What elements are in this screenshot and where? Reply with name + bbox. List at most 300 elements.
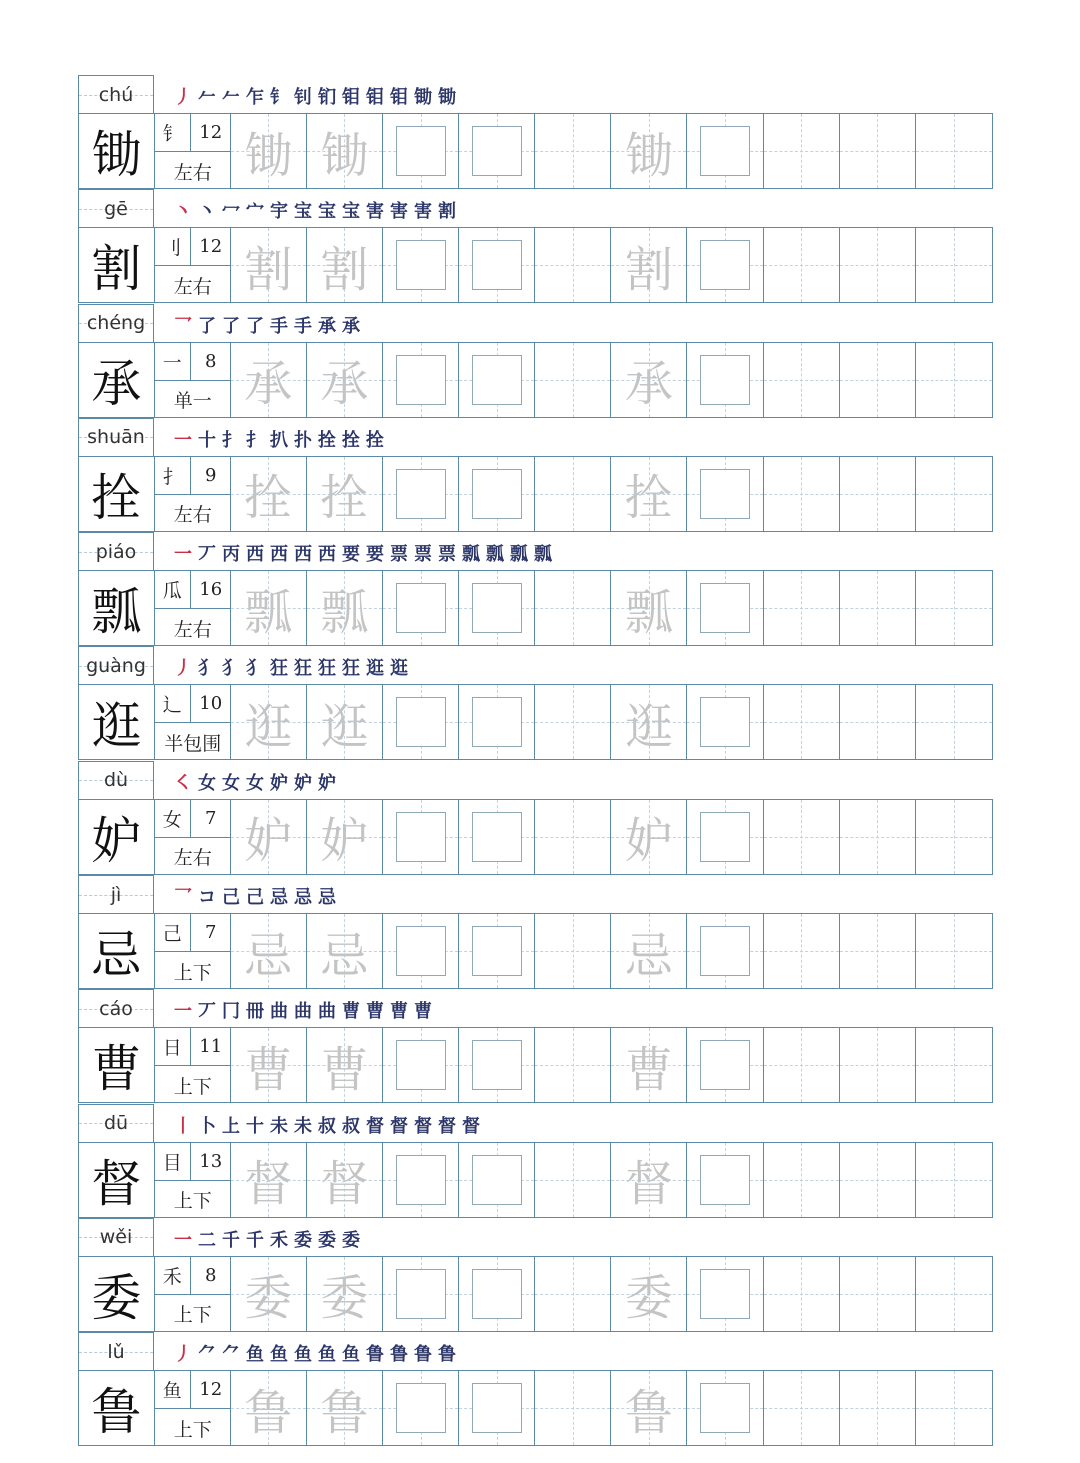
practice-cell[interactable] <box>535 1143 611 1217</box>
inner-practice-box <box>700 812 750 862</box>
boxed-practice-cell[interactable] <box>383 1028 459 1102</box>
practice-cell[interactable] <box>840 800 916 874</box>
practice-cell[interactable] <box>916 114 992 188</box>
inner-practice-box <box>396 1155 446 1205</box>
practice-grid-row <box>78 799 993 875</box>
trace-cell[interactable] <box>611 571 687 645</box>
trace-cell[interactable] <box>307 571 383 645</box>
trace-cell[interactable] <box>307 1371 383 1445</box>
boxed-practice-cell[interactable] <box>687 457 763 531</box>
practice-cell[interactable] <box>535 800 611 874</box>
stroke-step: 一 <box>174 1229 192 1251</box>
practice-cell[interactable] <box>840 1028 916 1102</box>
stroke-count: 16 <box>191 571 231 609</box>
stroke-step: 扌 <box>246 429 264 451</box>
practice-cell[interactable] <box>535 1257 611 1331</box>
stroke-count: 7 <box>191 914 231 952</box>
model-character: 督 <box>79 1143 155 1217</box>
stroke-step: 丙 <box>222 544 240 566</box>
stroke-step: ㇛ <box>174 772 192 794</box>
practice-cell[interactable] <box>764 685 840 759</box>
practice-cell[interactable] <box>916 1143 992 1217</box>
trace-cell[interactable] <box>611 1371 687 1445</box>
inner-practice-box <box>700 469 750 519</box>
trace-cell[interactable] <box>611 800 687 874</box>
character-entry <box>78 1332 993 1446</box>
trace-cell[interactable] <box>611 114 687 188</box>
stroke-step: 冂 <box>222 1001 240 1023</box>
trace-cell[interactable] <box>611 1028 687 1102</box>
inner-practice-box <box>472 1383 522 1433</box>
stroke-step: 鲁 <box>390 1344 408 1366</box>
stroke-step: 扒 <box>270 429 288 451</box>
stroke-step: 狂 <box>270 658 288 680</box>
practice-cell[interactable] <box>535 114 611 188</box>
stroke-step: 狂 <box>294 658 312 680</box>
boxed-practice-cell[interactable] <box>459 228 535 302</box>
practice-cell[interactable] <box>535 343 611 417</box>
stroke-step: 曲 <box>318 1001 336 1023</box>
stroke-step: 扑 <box>294 429 312 451</box>
practice-cell[interactable] <box>840 685 916 759</box>
trace-cell[interactable] <box>307 114 383 188</box>
practice-cell[interactable] <box>840 228 916 302</box>
trace-character: 割 <box>624 241 673 298</box>
practice-cell[interactable] <box>764 1143 840 1217</box>
boxed-practice-cell[interactable] <box>459 1143 535 1217</box>
stroke-step: ⺈ <box>222 1344 240 1366</box>
trace-cell[interactable] <box>231 343 307 417</box>
inner-practice-box <box>396 812 446 862</box>
trace-character: 忌 <box>320 927 369 984</box>
model-character: 鲁 <box>79 1371 155 1445</box>
trace-cell[interactable] <box>231 1028 307 1102</box>
pinyin-label: cáo <box>99 997 133 1020</box>
stroke-order-sequence <box>174 193 456 227</box>
radical-label: 己 <box>155 914 191 952</box>
boxed-practice-cell[interactable] <box>687 343 763 417</box>
practice-grid-row <box>78 1256 993 1332</box>
stroke-step: 未 <box>270 1115 288 1137</box>
stroke-count: 13 <box>191 1143 231 1181</box>
boxed-practice-cell[interactable] <box>687 800 763 874</box>
trace-character: 委 <box>624 1270 673 1327</box>
trace-cell[interactable] <box>307 800 383 874</box>
stroke-order-sequence <box>174 879 336 913</box>
stroke-step: 督 <box>414 1115 432 1137</box>
character-info <box>155 1143 231 1217</box>
practice-cell[interactable] <box>916 1257 992 1331</box>
stroke-step: 犭 <box>198 658 216 680</box>
boxed-practice-cell[interactable] <box>459 571 535 645</box>
inner-practice-box <box>396 1383 446 1433</box>
boxed-practice-cell[interactable] <box>383 457 459 531</box>
stroke-order-sequence <box>174 1108 480 1142</box>
stroke-step: 女 <box>198 772 216 794</box>
stroke-step: 西 <box>318 544 336 566</box>
stroke-step: 害 <box>366 201 384 223</box>
trace-cell[interactable] <box>307 1257 383 1331</box>
practice-cell[interactable] <box>764 343 840 417</box>
stroke-count: 12 <box>191 1371 231 1409</box>
practice-cell[interactable] <box>840 1143 916 1217</box>
trace-cell[interactable] <box>307 343 383 417</box>
stroke-step: 钼 <box>390 87 408 108</box>
practice-cell[interactable] <box>916 685 992 759</box>
practice-cell[interactable] <box>764 457 840 531</box>
character-info <box>155 1371 231 1445</box>
trace-cell[interactable] <box>307 228 383 302</box>
stroke-order-sequence <box>174 1336 456 1370</box>
stroke-step: 忌 <box>318 887 336 909</box>
stroke-count: 12 <box>191 228 231 266</box>
character-info <box>155 800 231 874</box>
trace-cell[interactable] <box>231 914 307 988</box>
trace-cell[interactable] <box>307 1143 383 1217</box>
character-entry <box>78 304 993 418</box>
stroke-step: 狂 <box>318 658 336 680</box>
model-character: 妒 <box>79 800 155 874</box>
stroke-step: 禾 <box>270 1229 288 1251</box>
trace-character: 逛 <box>244 698 293 755</box>
boxed-practice-cell[interactable] <box>383 228 459 302</box>
stroke-step: 一 <box>174 1001 192 1023</box>
stroke-step: 妒 <box>318 772 336 794</box>
model-character: 忌 <box>79 914 155 988</box>
boxed-practice-cell[interactable] <box>687 571 763 645</box>
boxed-practice-cell[interactable] <box>383 1371 459 1445</box>
trace-cell[interactable] <box>231 228 307 302</box>
stroke-step: 丶 <box>174 201 192 223</box>
practice-grid-row <box>78 342 993 418</box>
stroke-step: 锄 <box>414 87 432 108</box>
stroke-step: 乛 <box>174 315 192 337</box>
inner-practice-box <box>700 583 750 633</box>
practice-grid-row <box>78 1027 993 1103</box>
pinyin-label: chéng <box>86 312 146 335</box>
character-info <box>155 571 231 645</box>
trace-cell[interactable] <box>231 114 307 188</box>
practice-grid-row <box>78 1142 993 1218</box>
practice-cell[interactable] <box>535 914 611 988</box>
stroke-step: 曹 <box>366 1001 384 1023</box>
practice-cell[interactable] <box>764 1371 840 1445</box>
boxed-practice-cell[interactable] <box>459 343 535 417</box>
model-character: 逛 <box>79 685 155 759</box>
inner-practice-box <box>472 697 522 747</box>
practice-cell[interactable] <box>916 457 992 531</box>
boxed-practice-cell[interactable] <box>687 685 763 759</box>
practice-cell[interactable] <box>916 343 992 417</box>
practice-cell[interactable] <box>535 457 611 531</box>
practice-cell[interactable] <box>764 800 840 874</box>
inner-practice-box <box>396 1269 446 1319</box>
stroke-step: 丆 <box>198 544 216 566</box>
practice-cell[interactable] <box>916 1371 992 1445</box>
trace-character: 逛 <box>624 698 673 755</box>
trace-character: 委 <box>244 1270 293 1327</box>
stroke-step: 委 <box>318 1229 336 1251</box>
boxed-practice-cell[interactable] <box>383 914 459 988</box>
practice-grid-row <box>78 227 993 303</box>
trace-cell[interactable] <box>611 228 687 302</box>
character-entry <box>78 875 993 989</box>
trace-character: 逛 <box>320 698 369 755</box>
trace-cell[interactable] <box>231 1143 307 1217</box>
radical-label: 鱼 <box>155 1371 191 1409</box>
practice-cell[interactable] <box>535 571 611 645</box>
inner-practice-box <box>396 240 446 290</box>
boxed-practice-cell[interactable] <box>383 800 459 874</box>
character-entry <box>78 1218 993 1332</box>
inner-practice-box <box>700 1383 750 1433</box>
character-info <box>155 1028 231 1102</box>
model-character: 锄 <box>79 114 155 188</box>
stroke-count: 10 <box>191 685 231 723</box>
practice-cell[interactable] <box>535 1371 611 1445</box>
boxed-practice-cell[interactable] <box>687 1257 763 1331</box>
stroke-order-sequence <box>174 765 336 799</box>
trace-cell[interactable] <box>231 571 307 645</box>
trace-character: 曹 <box>624 1041 673 1098</box>
boxed-practice-cell[interactable] <box>383 571 459 645</box>
trace-cell[interactable] <box>307 457 383 531</box>
boxed-practice-cell[interactable] <box>459 457 535 531</box>
stroke-step: 了 <box>246 315 264 337</box>
practice-cell[interactable] <box>916 571 992 645</box>
practice-cell[interactable] <box>840 114 916 188</box>
radical-label: 刂 <box>155 228 191 266</box>
practice-cell[interactable] <box>916 1028 992 1102</box>
trace-cell[interactable] <box>611 1257 687 1331</box>
pinyin-label: gē <box>104 197 128 220</box>
radical-label: 禾 <box>155 1257 191 1295</box>
stroke-step: 丨 <box>174 1115 192 1137</box>
trace-cell[interactable] <box>307 1028 383 1102</box>
stroke-step: 曹 <box>414 1001 432 1023</box>
pinyin-cell <box>78 304 154 342</box>
inner-practice-box <box>472 240 522 290</box>
boxed-practice-cell[interactable] <box>687 114 763 188</box>
practice-cell[interactable] <box>764 1028 840 1102</box>
stroke-step: 瓢 <box>510 544 528 566</box>
stroke-count: 7 <box>191 800 231 838</box>
practice-cell[interactable] <box>916 228 992 302</box>
stroke-count: 11 <box>191 1028 231 1066</box>
trace-cell[interactable] <box>307 685 383 759</box>
pinyin-cell <box>78 761 154 799</box>
stroke-step: 钼 <box>342 87 360 108</box>
boxed-practice-cell[interactable] <box>383 114 459 188</box>
practice-cell[interactable] <box>840 343 916 417</box>
inner-practice-box <box>472 583 522 633</box>
stroke-step: 督 <box>462 1115 480 1137</box>
trace-character: 承 <box>244 356 293 413</box>
stroke-step: 钔 <box>318 87 336 108</box>
trace-cell[interactable] <box>611 343 687 417</box>
trace-cell[interactable] <box>307 914 383 988</box>
boxed-practice-cell[interactable] <box>459 914 535 988</box>
practice-cell[interactable] <box>535 1028 611 1102</box>
trace-cell[interactable] <box>231 457 307 531</box>
character-entry <box>78 1104 993 1218</box>
trace-character: 承 <box>320 356 369 413</box>
practice-cell[interactable] <box>840 914 916 988</box>
stroke-step: 拴 <box>318 429 336 451</box>
stroke-step: 票 <box>438 544 456 566</box>
pinyin-label: jì <box>110 883 122 906</box>
stroke-order-sequence <box>174 993 432 1027</box>
stroke-step: 冖 <box>222 201 240 223</box>
stroke-step: 乛 <box>174 887 192 909</box>
stroke-step: 鲁 <box>366 1344 384 1366</box>
practice-cell[interactable] <box>916 914 992 988</box>
practice-cell[interactable] <box>840 1257 916 1331</box>
inner-practice-box <box>472 469 522 519</box>
character-info <box>155 685 231 759</box>
character-info <box>155 1257 231 1331</box>
stroke-step: 鱼 <box>342 1344 360 1366</box>
trace-cell[interactable] <box>231 685 307 759</box>
stroke-step: 鲁 <box>438 1344 456 1366</box>
character-entry <box>78 761 993 875</box>
stroke-step: 𠂉 <box>198 87 216 108</box>
inner-practice-box <box>472 1269 522 1319</box>
trace-character: 曹 <box>320 1041 369 1098</box>
trace-character: 拴 <box>320 470 369 527</box>
practice-cell[interactable] <box>840 1371 916 1445</box>
stroke-step: 己 <box>246 887 264 909</box>
stroke-step: 曲 <box>294 1001 312 1023</box>
stroke-step: 钼 <box>366 87 384 108</box>
model-character: 瓢 <box>79 571 155 645</box>
stroke-step: 督 <box>390 1115 408 1137</box>
boxed-practice-cell[interactable] <box>687 1143 763 1217</box>
practice-cell[interactable] <box>764 1257 840 1331</box>
structure-label: 左右 <box>173 275 212 298</box>
structure-label: 上下 <box>173 1190 212 1213</box>
trace-cell[interactable] <box>231 1257 307 1331</box>
inner-practice-box <box>396 583 446 633</box>
pinyin-cell <box>78 989 154 1027</box>
pinyin-label: dū <box>103 1112 129 1135</box>
boxed-practice-cell[interactable] <box>459 1371 535 1445</box>
stroke-step: 卜 <box>198 1115 216 1137</box>
inner-practice-box <box>396 126 446 176</box>
boxed-practice-cell[interactable] <box>687 1028 763 1102</box>
inner-practice-box <box>700 240 750 290</box>
trace-cell[interactable] <box>611 685 687 759</box>
stroke-step: 妒 <box>270 772 288 794</box>
practice-cell[interactable] <box>916 800 992 874</box>
stroke-step: 拴 <box>366 429 384 451</box>
trace-character: 承 <box>624 356 673 413</box>
stroke-step: 叔 <box>342 1115 360 1137</box>
trace-cell[interactable] <box>231 1371 307 1445</box>
character-entry <box>78 989 993 1103</box>
boxed-practice-cell[interactable] <box>383 1257 459 1331</box>
stroke-step: 钊 <box>294 87 312 108</box>
stroke-step: 害 <box>414 201 432 223</box>
structure-label: 单一 <box>173 390 212 413</box>
pinyin-cell <box>78 646 154 684</box>
boxed-practice-cell[interactable] <box>687 228 763 302</box>
inner-practice-box <box>700 126 750 176</box>
pinyin-label: dù <box>103 769 129 792</box>
pinyin-cell <box>78 532 154 570</box>
inner-practice-box <box>396 469 446 519</box>
stroke-step: 手 <box>270 315 288 337</box>
stroke-step: 督 <box>366 1115 384 1137</box>
stroke-count: 12 <box>191 114 231 152</box>
trace-cell[interactable] <box>611 457 687 531</box>
practice-cell[interactable] <box>764 914 840 988</box>
stroke-step: 西 <box>270 544 288 566</box>
boxed-practice-cell[interactable] <box>383 1143 459 1217</box>
character-info <box>155 228 231 302</box>
practice-cell[interactable] <box>535 685 611 759</box>
boxed-practice-cell[interactable] <box>687 1371 763 1445</box>
boxed-practice-cell[interactable] <box>459 1028 535 1102</box>
pinyin-cell <box>78 75 154 113</box>
stroke-step: 宝 <box>294 201 312 223</box>
character-info <box>155 914 231 988</box>
trace-cell[interactable] <box>611 914 687 988</box>
trace-cell[interactable] <box>231 800 307 874</box>
practice-cell[interactable] <box>764 228 840 302</box>
boxed-practice-cell[interactable] <box>383 343 459 417</box>
practice-cell[interactable] <box>535 228 611 302</box>
stroke-step: ⺈ <box>198 1344 216 1366</box>
boxed-practice-cell[interactable] <box>459 800 535 874</box>
inner-practice-box <box>396 355 446 405</box>
stroke-step: 割 <box>438 201 456 223</box>
boxed-practice-cell[interactable] <box>687 914 763 988</box>
boxed-practice-cell[interactable] <box>459 1257 535 1331</box>
practice-grid-row <box>78 913 993 989</box>
stroke-step: 逛 <box>390 658 408 680</box>
stroke-step: 承 <box>318 315 336 337</box>
pinyin-label: shuān <box>87 426 145 449</box>
character-entry <box>78 75 993 189</box>
stroke-step: 承 <box>342 315 360 337</box>
stroke-step: 千 <box>222 1229 240 1251</box>
model-character: 承 <box>79 343 155 417</box>
practice-cell[interactable] <box>764 114 840 188</box>
inner-practice-box <box>472 1155 522 1205</box>
boxed-practice-cell[interactable] <box>459 114 535 188</box>
stroke-step: 一 <box>174 429 192 451</box>
boxed-practice-cell[interactable] <box>383 685 459 759</box>
stroke-step: 乍 <box>246 87 264 108</box>
practice-cell[interactable] <box>840 571 916 645</box>
pinyin-cell <box>78 189 154 227</box>
stroke-step: 狂 <box>342 658 360 680</box>
stroke-step: 逛 <box>366 658 384 680</box>
stroke-step: 督 <box>438 1115 456 1137</box>
stroke-step: 宇 <box>270 201 288 223</box>
structure-label: 左右 <box>173 161 212 184</box>
stroke-step: 瓢 <box>486 544 504 566</box>
trace-cell[interactable] <box>611 1143 687 1217</box>
stroke-step: 鱼 <box>246 1344 264 1366</box>
practice-cell[interactable] <box>840 457 916 531</box>
trace-character: 拴 <box>624 470 673 527</box>
practice-cell[interactable] <box>764 571 840 645</box>
pinyin-cell <box>78 875 154 913</box>
trace-character: 妒 <box>244 813 293 870</box>
boxed-practice-cell[interactable] <box>459 685 535 759</box>
